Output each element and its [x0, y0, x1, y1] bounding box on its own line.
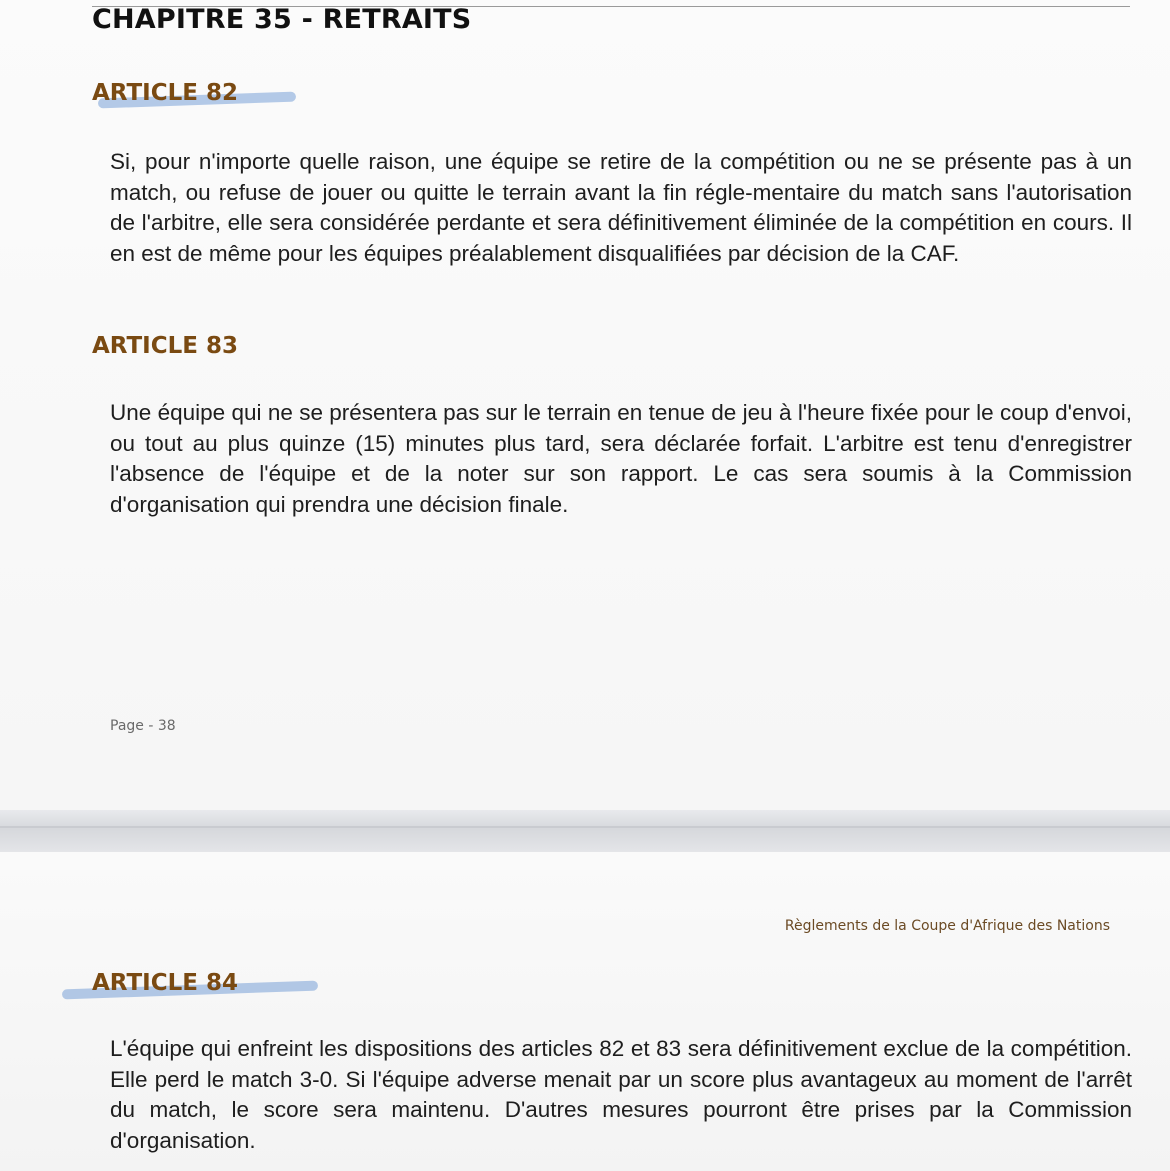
chapter-title: CHAPITRE 35 - RETRAITS [92, 4, 472, 35]
running-header: Règlements de la Coupe d'Afrique des Nations [784, 918, 1110, 934]
page-separator-line [0, 826, 1170, 828]
article-84-body: L'équipe qui enfreint les dispositions des articles 82 et 83 sera définitivement exclue de la compétition. Elle perd le match 3-0. Si l'équipe adverse menait par un score plus avantageux au moment de l'arrêt du match, le score sera maintenu. D'autres mesures pourront être prises par la Commission d'organisation. [110, 1036, 1132, 1153]
page-number: Page - 38 [110, 718, 176, 734]
article-83-heading: ARTICLE 83 [92, 333, 238, 359]
article-82-body: Si, pour n'importe quelle raison, une équipe se retire de la compétition ou ne se présente pas à un match, ou refuse de jouer ou quitte le terrain avant la fin régle-mentaire du match sans l'autorisation de l'arbitre, elle sera considérée perdante et sera définitivement éliminée de la compétition en cours. Il en est de même pour les équipes préalablement disqualifiées par décision de la CAF. [110, 149, 1132, 266]
article-83-body: Une équipe qui ne se présentera pas sur le terrain en tenue de jeu à l'heure fixée pour le coup d'envoi, ou tout au plus quinze (15) minutes plus tard, sera déclarée forfait. L'arbitre est tenu d'enregistrer l'absence de l'équipe et de la noter sur son rapport. Le cas sera soumis à la Commission d'organisation qui prendra une décision finale. [110, 400, 1132, 517]
page-separator [0, 810, 1170, 852]
article-84-heading: ARTICLE 84 [92, 970, 238, 996]
article-82-heading: ARTICLE 82 [92, 80, 238, 106]
